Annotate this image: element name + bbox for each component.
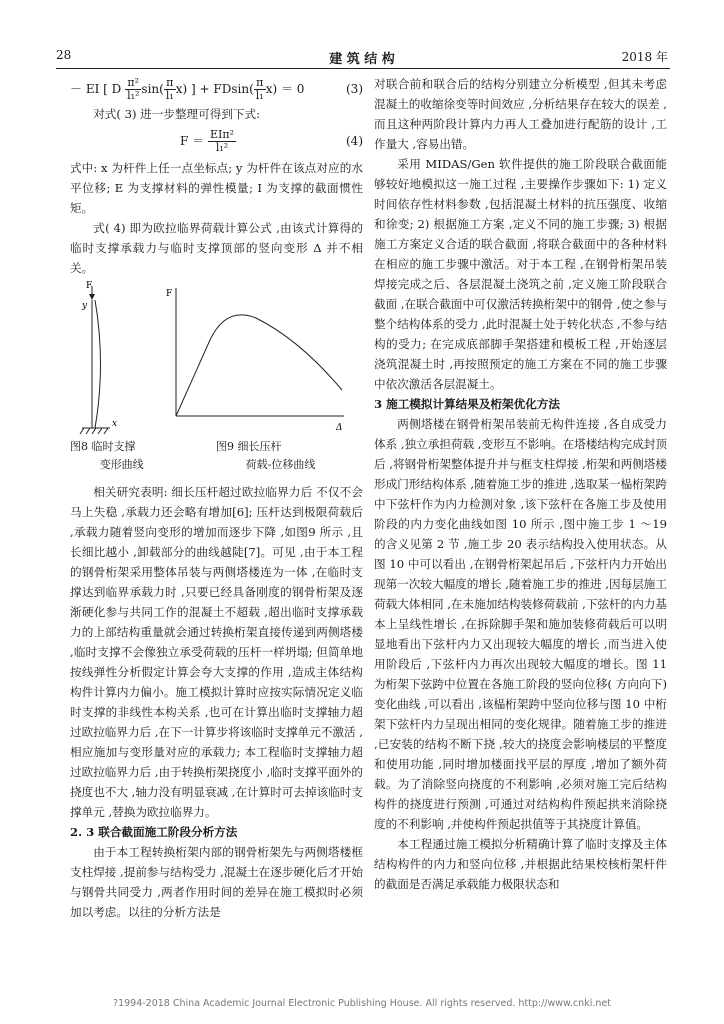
- fig9-label-delta: Δ: [336, 423, 343, 433]
- eq3-end: x) ＝ 0: [265, 82, 305, 96]
- fig9-caption: 图9 细长压杆 荷载-位移曲线: [216, 440, 316, 471]
- fig8-label-y: y: [82, 301, 88, 311]
- figure-8: [80, 281, 117, 434]
- eq3-frac2: $\frac{\pi}{\text{l₁}}$: [165, 76, 174, 102]
- page-number: 28: [56, 48, 72, 62]
- paragraph-2-3: 由于本工程转换桁架内部的钢骨桁架先与两侧塔楼框支柱焊接 ,提前参与结构受力 ,混凝土在逐步硬化后才开始与钢骨共同受力 ,两者作用时间的差异在施工模拟时必须加以考虑。以往的分析方法是: [70, 845, 363, 919]
- eq4-lhs: F ＝: [180, 134, 205, 148]
- fig8-hatch: [86, 428, 90, 434]
- fig8-label-x: x: [112, 419, 118, 429]
- figure-8-9-drawing: [70, 278, 363, 438]
- fig8-hatch: [92, 428, 96, 434]
- paragraph-research: 相关研究表明: 细长压杆超过欧拉临界力后 不仅不会马上失稳 ,承载力还会略有增加[6]; 压杆达到极限荷载后 ,承载力随着竖向变形的增加而逐步下降 ,如图9 所示 ,且长细比越小 ,卸载部分的曲线越陡[7]。可见 ,由于本工程的钢骨桁架采用整体吊装与两侧塔楼连为一体 ,在临时支撑达到临界承载力时 ,只要已经具备刚度的钢骨桁架及逐渐硬化参与共同工作的混凝土不超载 ,超出临时支撑承载力的上部结构重量就会通过转换桁架直接传递到两侧塔楼 ,临时支撑不会像独立承受荷载的压杆一样坍塌; 但简单地按线弹性分析假定计算会夸大支撑的作用 ,造成主体结构构件计算内力偏小。施工模拟计算时应按实际情况定义临时支撑的非线性本构关系 ,也可在计算出临时支撑轴力超过欧拉临界力后 ,在下一计算步将该临时支撑单元不激活 ,相应施加与变形量对应的承载力; 本工程临时支撑轴力超过欧拉临界力后 ,由于转换桁架挠度小 ,临时支撑平面外的挠度也不大 ,轴力没有明显衰减 ,在计算时可去掉该临时支撑单元 ,替换为欧拉临界力。: [70, 485, 363, 819]
- fig8-hatch: [104, 428, 108, 434]
- eq4-number: (4): [346, 134, 363, 148]
- paragraph-midas: 采用 MIDAS/Gen 软件提供的施工阶段联合截面能够较好地模拟这一施工过程 ,主要操作步骤如下: 1) 定义时间依存性材料参数 ,包括混凝土材料的抗压强度、收缩和徐变; 2) 根据施工方案 ,定义不同的施工步骤; 3) 根据施工方案定义合适的联合截面 ,将联合截面中的各种材料在相应的施工步骤中激活。对于本工程 ,在钢骨桁架吊装焊接完成之后、各层混凝土浇筑之前 ,定义施工阶段联合截面 ,在联合截面中可仅激活转换桁架中的钢骨 ,使之参与整个结构体系的受力 ,此时混凝土处于转化状态 ,不参与结构的受力; 在完成底部脚手架搭建和模板工程 ,开始逐层浇筑混凝土时 ,再按照预定的施工方案在不同的施工步骤中依次激活各层混凝土。: [374, 157, 667, 391]
- section-heading-2-3: 2. 3 联合截面施工阶段分析方法: [70, 825, 238, 839]
- eq3-sin1: sin(: [141, 82, 164, 96]
- paragraph-variables: 式中: x 为杆件上任一点坐标点; y 为杆件在该点对应的水平位移; E 为支撑材料的弹性模量; I 为支撑的截面惯性矩。: [70, 161, 363, 215]
- eq4-frac: $\frac{\text{EIπ²}}{\text{l₁²}}$: [209, 128, 234, 154]
- fig9-curve: [176, 315, 342, 416]
- paragraph-continued: 对联合前和联合后的结构分别建立分析模型 ,但其未考虑混凝土的收缩徐变等时间效应 ,分析结果存在较大的误差 ,而且这种两阶段计算内力再人工叠加进行配筋的设计 ,工作量大 ,容易出错。: [374, 77, 667, 151]
- section-heading-3: 3 施工模拟计算结果及桁架优化方法: [374, 397, 561, 411]
- paragraph-3b: 本工程通过施工模拟分析精确计算了临时支撑及主体结构构件的内力和竖向位移 ,并根据此结果校核桁架杆件的截面是否满足承载能力极限状态和: [374, 837, 667, 891]
- equation-4: [70, 124, 363, 158]
- figures-8-9: [70, 278, 363, 438]
- eq3-number: (3): [346, 82, 363, 96]
- left-column: [70, 74, 363, 922]
- eq3-frac3: $\frac{\pi}{\text{l₁}}$: [255, 76, 264, 102]
- eq3-lhs: － EI [ D: [70, 82, 122, 96]
- equation-3: [70, 74, 363, 104]
- fig8-caption: 图8 临时支撑 变形曲线: [70, 440, 144, 471]
- fig8-load-arrowhead: [89, 294, 95, 300]
- figure-9: [166, 288, 344, 433]
- fig8-label-F: F: [86, 281, 93, 291]
- eq3-mid: x) ] + FDsin(: [175, 82, 254, 96]
- right-column: [374, 74, 667, 894]
- fig8-hatch: [80, 428, 84, 434]
- figure-captions: [70, 438, 363, 482]
- paragraph-3a: 两侧塔楼在钢骨桁架吊装前无构件连接 ,各自成受力体系 ,独立承担荷载 ,变形互不影响。在塔楼结构完成封顶后 ,将钢骨桁架整体提升并与框支柱焊接 ,桁架和两侧塔楼形成门形结构体系 ,随着施工步的推进 ,选取某一榀桁架跨中下弦杆作为内力检测对象 ,该下弦杆在各施工步及使用阶段的内力变化曲线如图 10 所示 ,图中施工步 1 ～19 的含义见第 2 节 ,施工步 20 表示结构投入使用状态。从图 10 中可以看出 ,在钢骨桁架起吊后 ,下弦杆内力开始出现第一次较大幅度的增长 ,随着施工步的推进 ,因每层施工荷载大体相同 ,在未施加结构装修荷载前 ,下弦杆的内力基本上呈线性增长 ,在拆除脚手架和施加装修荷载后可以明显地看出下弦杆内力又出现较大幅度的增长 ,而当进入使用阶段后 ,下弦杆内力再次出现较大幅度的增长。图 11 为桁架下弦跨中位置在各施工阶段的竖向位移( 方向向下) 变化曲线 ,可以看出 ,该榀桁架跨中竖向位移与图 10 中桁架下弦杆内力呈现出相同的变化规律。随着施工步的推进 ,已安装的结构不断下挠 ,较大的挠度会影响楼层的平整度和使用功能 ,同时增加楼面找平层的厚度 ,增加了额外荷载。为了消除竖向挠度的不利影响 ,必须对施工完后结构构件的挠度进行预测 ,可通过对结构构件预起拱来消除挠度的不利影响 ,并使构件预起拱值等于其挠度计算值。: [374, 417, 667, 831]
- paragraph-euler: 式( 4) 即为欧拉临界荷载计算公式 ,由该式计算得的临时支撑承载力与临时支撑顶部的竖向变形 Δ 并不相关。: [70, 221, 363, 275]
- journal-year: 2018 年: [621, 50, 668, 64]
- fig8-hatch: [98, 428, 102, 434]
- journal-title: 建 筑 结 构: [329, 52, 395, 67]
- paragraph-eq3-intro: 对式( 3) 进一步整理可得到下式:: [93, 107, 261, 121]
- fig8-deformed-curve: [95, 300, 101, 428]
- eq3-frac1: $\frac{\text{π²}}{\text{l₁²}}$: [127, 76, 140, 102]
- fig9-label-F: F: [166, 289, 173, 299]
- header-rule: [56, 68, 670, 69]
- copyright-footer: ?1994-2018 China Academic Journal Electronic Publishing House. All rights reserved. http://www.cnki.net: [113, 998, 611, 1009]
